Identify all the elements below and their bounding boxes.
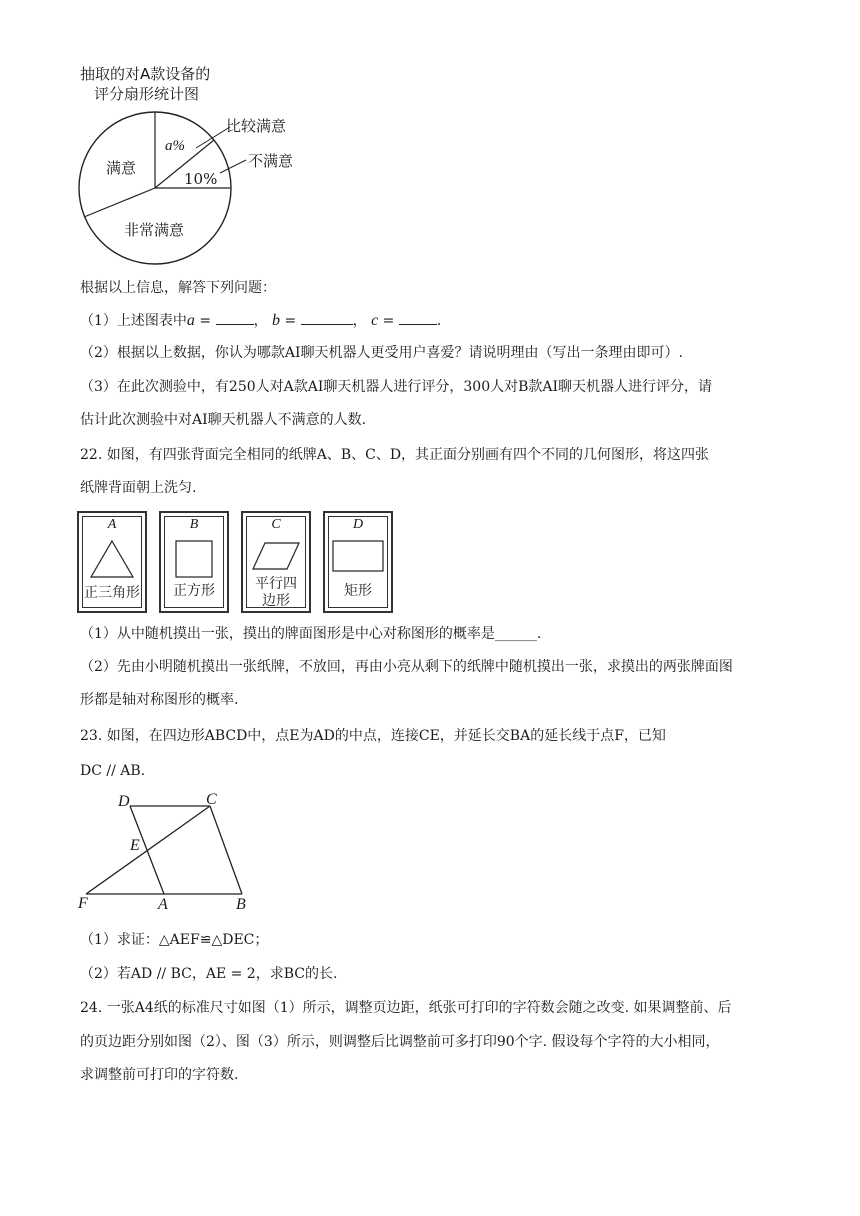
pie-label-ten-percent: 10% (184, 170, 218, 188)
card-d-letter: D (352, 517, 364, 532)
card-b (159, 511, 229, 613)
pie-label-satisfied: 满意 (106, 159, 137, 177)
q24-line3: 求调整前可打印的字符数. (80, 1067, 239, 1083)
card-c-letter: C (271, 517, 281, 532)
square-shape (174, 539, 214, 579)
q22-line2: 纸牌背面朝上洗匀. (80, 480, 197, 496)
segment-fc (86, 806, 210, 894)
callout-label-unsatisfied: 不满意 (248, 152, 294, 170)
q21-intro: 根据以上信息，解答下列问题： (80, 280, 276, 296)
q23-part2: （2）若AD // BC，AE = 2，求BC的长. (80, 966, 338, 982)
card-b-caption: 正方形 (173, 583, 215, 599)
pie-title-line2: 评分扇形统计图 (94, 85, 200, 103)
q24-line2: 的页边距分别如图（2）、图（3）所示，则调整后比调整前可多打印90个字. 假设每个字符的大小相同， (80, 1034, 720, 1050)
q21-part1-prefix: （1）上述图表中 (80, 313, 187, 329)
point-label-e: E (130, 837, 140, 854)
q21-part3-line2: 估计此次测验中对AI聊天机器人不满意的人数. (80, 412, 367, 428)
card-d (323, 511, 393, 613)
card-a-caption: 正三角形 (84, 585, 140, 601)
q22-line1: 22. 如图，有四张背面完全相同的纸牌A、B、C、D，其正面分别画有四个不同的几何图形，将这四张 (80, 447, 710, 463)
q23-line2: DC // AB. (80, 763, 146, 779)
pie-label-very-satisfied: 非常满意 (124, 221, 185, 239)
quadrilateral-figure (80, 792, 260, 918)
point-label-d: D (118, 793, 130, 810)
card-a (77, 511, 147, 613)
parallelogram-shape (251, 541, 301, 571)
pie-chart-title (80, 64, 210, 104)
pie-label-a-percent: a% (165, 138, 185, 154)
card-a-letter: A (107, 517, 117, 532)
card-c-caption-line2: 边形 (262, 593, 290, 609)
callout-line-unsatisfied (220, 160, 246, 173)
card-c-caption-line1: 平行四 (255, 576, 297, 592)
answer-blank-b[interactable] (301, 310, 353, 325)
answer-blank-a[interactable] (216, 310, 254, 325)
q23-part1: （1）求证：△AEF≌△DEC； (80, 932, 269, 948)
q21-part2: （2）根据以上数据，你认为哪款AI聊天机器人更受用户喜爱？请说明理由（写出一条理由即可）. (80, 345, 683, 361)
point-label-a: A (158, 896, 168, 913)
pie-title-line1: 抽取的对A款设备的 (80, 65, 211, 83)
answer-blank-c[interactable] (399, 310, 437, 325)
q21-var-b: b (272, 312, 281, 329)
card-b-letter: B (189, 517, 199, 532)
q22-part2-line1: （2）先由小明随机摸出一张纸牌，不放回，再由小亮从剩下的纸牌中随机摸出一张，求摸出的两张牌面图 (80, 659, 733, 675)
point-label-f: F (78, 895, 88, 912)
q21-var-a: a (186, 312, 195, 329)
q23-line1: 23. 如图，在四边形ABCD中，点E为AD的中点，连接CE，并延长交BA的延长线于点F，已知 (80, 728, 666, 744)
card-d-caption: 矩形 (344, 583, 372, 599)
q21-var-c: c (371, 312, 379, 329)
q24-line1: 24. 一张A4纸的标准尺寸如图（1）所示，调整页边距，纸张可打印的字符数会随之改变. 如果调整前、后 (80, 1000, 732, 1016)
point-label-c: C (206, 791, 217, 808)
point-label-b: B (236, 896, 246, 913)
triangle-shape (89, 539, 135, 579)
callout-line-compare (196, 127, 230, 148)
q21-part1: （1）上述图表中a = ， b = ， c = . (80, 312, 442, 329)
q21-part3-line1: （3）在此次测验中，有250人对A款AI聊天机器人进行评分，300人对B款AI聊天机器人进行评分，请 (80, 379, 713, 395)
segment-cb (210, 806, 242, 894)
card-c (241, 511, 311, 613)
q22-part1: （1）从中随机摸出一张，摸出的牌面图形是中心对称图形的概率是______. (80, 626, 542, 642)
pie-divider-lowerleft (84, 188, 155, 217)
callout-label-compare: 比较满意 (226, 117, 287, 135)
q22-part2-line2: 形都是轴对称图形的概率. (80, 692, 239, 708)
rectangle-shape (331, 539, 385, 573)
